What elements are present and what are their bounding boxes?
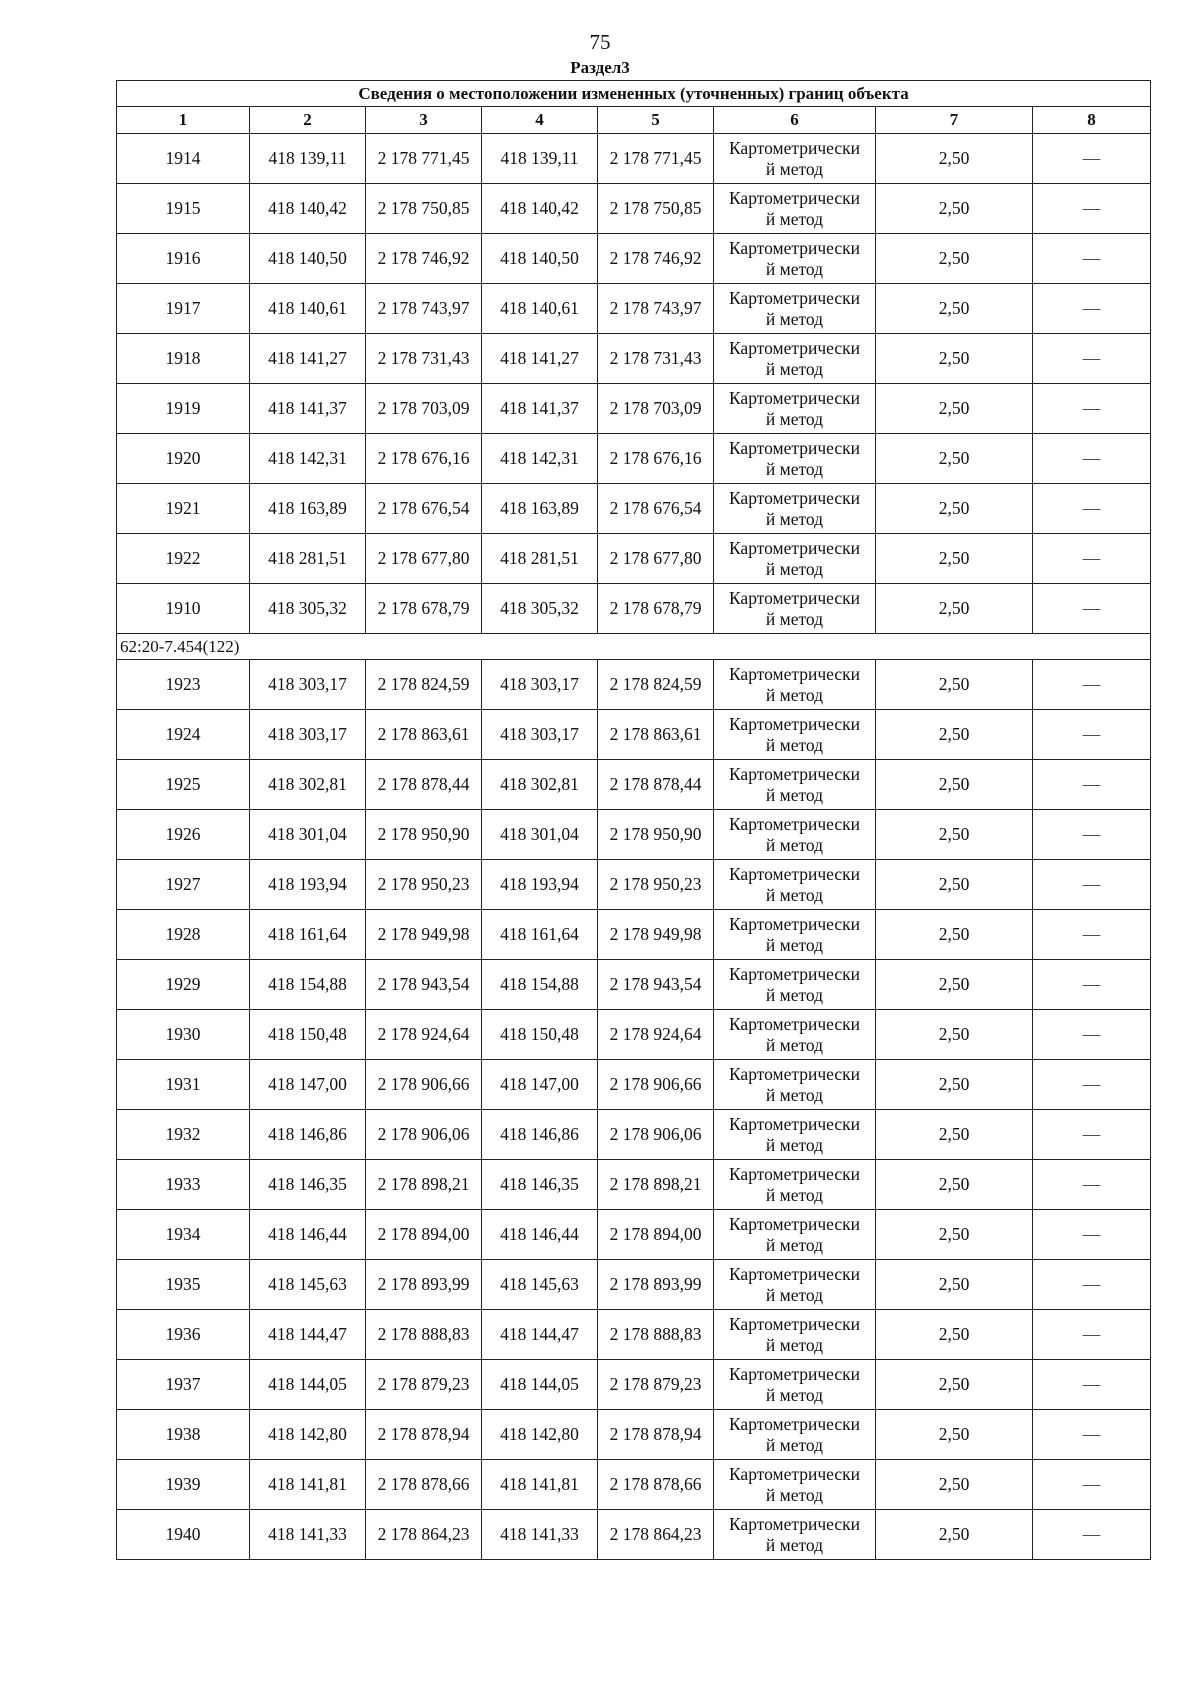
cell-point-number: 1933 [117,1160,250,1210]
table-row [117,1010,1151,1060]
cell-x-new: 418 302,81 [482,760,598,810]
cell-method: Картометрически й метод [714,284,876,334]
cell-y-existing: 2 178 678,79 [366,584,482,634]
cell-y-existing: 2 178 731,43 [366,334,482,384]
cell-y-existing: 2 178 771,45 [366,134,482,184]
cell-x-existing: 418 140,50 [250,234,366,284]
table-body [117,134,1151,1560]
cell-y-existing: 2 178 750,85 [366,184,482,234]
cell-y-new: 2 178 906,06 [598,1110,714,1160]
cell-method: Картометрически й метод [714,910,876,960]
cell-method: Картометрически й метод [714,1110,876,1160]
cell-point-number: 1914 [117,134,250,184]
cell-description: — [1033,760,1151,810]
cell-method: Картометрически й метод [714,810,876,860]
cell-x-existing: 418 142,31 [250,434,366,484]
section-label: Раздел3 [570,58,630,77]
cell-y-existing: 2 178 893,99 [366,1260,482,1310]
cell-point-number: 1936 [117,1310,250,1360]
table-row [117,1160,1151,1210]
cell-x-new: 418 140,61 [482,284,598,334]
cell-accuracy: 2,50 [876,1110,1033,1160]
cell-x-new: 418 141,33 [482,1510,598,1560]
cell-description: — [1033,1360,1151,1410]
cell-y-new: 2 178 703,09 [598,384,714,434]
cell-x-new: 418 303,17 [482,710,598,760]
table-row [117,134,1151,184]
cell-accuracy: 2,50 [876,584,1033,634]
cell-x-new: 418 142,31 [482,434,598,484]
cell-method: Картометрически й метод [714,534,876,584]
cell-x-existing: 418 140,61 [250,284,366,334]
cell-x-new: 418 303,17 [482,660,598,710]
table-row [117,660,1151,710]
table-row [117,434,1151,484]
table-row [117,234,1151,284]
cell-x-existing: 418 142,80 [250,1410,366,1460]
cell-accuracy: 2,50 [876,334,1033,384]
cell-method: Картометрически й метод [714,1160,876,1210]
cell-y-existing: 2 178 906,06 [366,1110,482,1160]
cell-x-new: 418 146,86 [482,1110,598,1160]
table-row [117,710,1151,760]
cell-y-new: 2 178 863,61 [598,710,714,760]
table-row [117,1210,1151,1260]
cell-description: — [1033,434,1151,484]
cell-x-new: 418 281,51 [482,534,598,584]
table-row [117,1110,1151,1160]
cell-description: — [1033,1260,1151,1310]
cell-y-new: 2 178 949,98 [598,910,714,960]
cell-x-existing: 418 305,32 [250,584,366,634]
cell-description: — [1033,134,1151,184]
cell-accuracy: 2,50 [876,710,1033,760]
column-number: 3 [366,107,482,134]
cell-x-new: 418 150,48 [482,1010,598,1060]
cell-description: — [1033,1310,1151,1360]
cell-y-existing: 2 178 949,98 [366,910,482,960]
cell-x-existing: 418 154,88 [250,960,366,1010]
cell-accuracy: 2,50 [876,1060,1033,1110]
cell-x-existing: 418 303,17 [250,710,366,760]
cell-method: Картометрически й метод [714,584,876,634]
cell-method: Картометрически й метод [714,334,876,384]
cell-x-new: 418 144,05 [482,1360,598,1410]
cell-description: — [1033,660,1151,710]
table-row [117,1360,1151,1410]
cell-x-new: 418 163,89 [482,484,598,534]
cell-description: — [1033,384,1151,434]
cell-accuracy: 2,50 [876,234,1033,284]
cell-y-new: 2 178 678,79 [598,584,714,634]
cell-accuracy: 2,50 [876,960,1033,1010]
cell-y-existing: 2 178 906,66 [366,1060,482,1110]
cell-point-number: 1920 [117,434,250,484]
column-number: 8 [1033,107,1151,134]
group-label: 62:20-7.454(122) [117,634,1151,660]
cell-accuracy: 2,50 [876,1160,1033,1210]
cell-y-existing: 2 178 743,97 [366,284,482,334]
cell-y-new: 2 178 898,21 [598,1160,714,1210]
cell-y-new: 2 178 878,66 [598,1460,714,1510]
cell-point-number: 1921 [117,484,250,534]
cell-point-number: 1918 [117,334,250,384]
cell-y-existing: 2 178 878,94 [366,1410,482,1460]
cell-x-existing: 418 139,11 [250,134,366,184]
cell-description: — [1033,534,1151,584]
cell-x-existing: 418 193,94 [250,860,366,910]
cell-description: — [1033,1510,1151,1560]
boundary-coordinates-table [116,80,1151,1560]
cell-y-new: 2 178 677,80 [598,534,714,584]
cell-point-number: 1917 [117,284,250,334]
cell-y-existing: 2 178 879,23 [366,1360,482,1410]
cell-point-number: 1934 [117,1210,250,1260]
cell-y-existing: 2 178 943,54 [366,960,482,1010]
cell-method: Картометрически й метод [714,1360,876,1410]
cell-description: — [1033,584,1151,634]
cell-x-existing: 418 141,37 [250,384,366,434]
cell-y-new: 2 178 731,43 [598,334,714,384]
column-number: 4 [482,107,598,134]
cell-accuracy: 2,50 [876,810,1033,860]
cell-method: Картометрически й метод [714,1210,876,1260]
cell-y-existing: 2 178 746,92 [366,234,482,284]
cell-x-new: 418 140,42 [482,184,598,234]
cell-method: Картометрически й метод [714,1010,876,1060]
cell-accuracy: 2,50 [876,284,1033,334]
column-number: 5 [598,107,714,134]
cell-point-number: 1927 [117,860,250,910]
cell-point-number: 1922 [117,534,250,584]
cell-method: Картометрически й метод [714,860,876,910]
cell-point-number: 1940 [117,1510,250,1560]
cell-y-new: 2 178 878,94 [598,1410,714,1460]
cell-accuracy: 2,50 [876,484,1033,534]
cell-y-new: 2 178 676,54 [598,484,714,534]
cell-y-new: 2 178 750,85 [598,184,714,234]
cell-x-existing: 418 147,00 [250,1060,366,1110]
table-row [117,1510,1151,1560]
page-number: 75 [589,30,611,54]
cell-x-new: 418 146,35 [482,1160,598,1210]
cell-point-number: 1915 [117,184,250,234]
cell-y-new: 2 178 888,83 [598,1310,714,1360]
table-title-row [117,81,1151,107]
cell-x-existing: 418 144,47 [250,1310,366,1360]
cell-y-new: 2 178 676,16 [598,434,714,484]
cell-x-new: 418 141,81 [482,1460,598,1510]
cell-method: Картометрически й метод [714,1260,876,1310]
cell-description: — [1033,1410,1151,1460]
column-number: 7 [876,107,1033,134]
table-row [117,760,1151,810]
column-number-row [117,107,1151,134]
cell-accuracy: 2,50 [876,910,1033,960]
cell-description: — [1033,284,1151,334]
cell-x-new: 418 141,37 [482,384,598,434]
cell-description: — [1033,1010,1151,1060]
cell-method: Картометрически й метод [714,234,876,284]
cell-x-existing: 418 146,86 [250,1110,366,1160]
cell-method: Картометрически й метод [714,960,876,1010]
cell-x-existing: 418 281,51 [250,534,366,584]
table-row [117,384,1151,434]
cell-y-new: 2 178 943,54 [598,960,714,1010]
cell-accuracy: 2,50 [876,1260,1033,1310]
cell-accuracy: 2,50 [876,1460,1033,1510]
cell-x-existing: 418 303,17 [250,660,366,710]
cell-point-number: 1926 [117,810,250,860]
cell-point-number: 1919 [117,384,250,434]
cell-x-existing: 418 141,27 [250,334,366,384]
cell-accuracy: 2,50 [876,1510,1033,1560]
cell-x-existing: 418 146,35 [250,1160,366,1210]
cell-method: Картометрически й метод [714,384,876,434]
table-row [117,484,1151,534]
cell-point-number: 1929 [117,960,250,1010]
cell-point-number: 1924 [117,710,250,760]
cell-x-existing: 418 145,63 [250,1260,366,1310]
column-number: 1 [117,107,250,134]
cell-x-existing: 418 150,48 [250,1010,366,1060]
cell-point-number: 1925 [117,760,250,810]
cell-x-existing: 418 141,81 [250,1460,366,1510]
table-row [117,1410,1151,1460]
cell-y-existing: 2 178 950,23 [366,860,482,910]
cell-description: — [1033,484,1151,534]
cell-x-new: 418 154,88 [482,960,598,1010]
cell-description: — [1033,334,1151,384]
table-row [117,910,1151,960]
cell-accuracy: 2,50 [876,184,1033,234]
cell-x-existing: 418 146,44 [250,1210,366,1260]
cell-y-new: 2 178 879,23 [598,1360,714,1410]
column-number: 2 [250,107,366,134]
table-row [117,334,1151,384]
cell-x-new: 418 140,50 [482,234,598,284]
cell-y-new: 2 178 906,66 [598,1060,714,1110]
table-row [117,584,1151,634]
cell-description: — [1033,1110,1151,1160]
table-row [117,810,1151,860]
cell-x-existing: 418 144,05 [250,1360,366,1410]
cell-y-new: 2 178 864,23 [598,1510,714,1560]
cell-x-existing: 418 161,64 [250,910,366,960]
table-row [117,1060,1151,1110]
cell-accuracy: 2,50 [876,660,1033,710]
cell-point-number: 1935 [117,1260,250,1310]
cell-y-existing: 2 178 864,23 [366,1510,482,1560]
cell-x-existing: 418 301,04 [250,810,366,860]
cell-description: — [1033,710,1151,760]
cell-x-new: 418 305,32 [482,584,598,634]
cell-method: Картометрически й метод [714,710,876,760]
cell-method: Картометрически й метод [714,1310,876,1360]
cell-accuracy: 2,50 [876,384,1033,434]
cell-method: Картометрически й метод [714,1410,876,1460]
cell-point-number: 1931 [117,1060,250,1110]
cell-y-existing: 2 178 894,00 [366,1210,482,1260]
cell-y-existing: 2 178 863,61 [366,710,482,760]
cell-point-number: 1928 [117,910,250,960]
cell-description: — [1033,960,1151,1010]
cell-x-new: 418 139,11 [482,134,598,184]
table-title: Сведения о местоположении измененных (уточненных) границ объекта [117,81,1151,107]
cell-point-number: 1916 [117,234,250,284]
cell-y-existing: 2 178 824,59 [366,660,482,710]
cell-y-existing: 2 178 676,16 [366,434,482,484]
cell-method: Картометрически й метод [714,1060,876,1110]
cell-y-existing: 2 178 878,44 [366,760,482,810]
cell-x-new: 418 146,44 [482,1210,598,1260]
cell-y-existing: 2 178 924,64 [366,1010,482,1060]
cell-y-existing: 2 178 676,54 [366,484,482,534]
cell-accuracy: 2,50 [876,1360,1033,1410]
cell-method: Картометрически й метод [714,1460,876,1510]
cell-accuracy: 2,50 [876,1410,1033,1460]
cell-x-new: 418 161,64 [482,910,598,960]
cell-y-existing: 2 178 898,21 [366,1160,482,1210]
cell-point-number: 1938 [117,1410,250,1460]
cell-x-new: 418 141,27 [482,334,598,384]
cell-accuracy: 2,50 [876,860,1033,910]
cell-y-new: 2 178 950,90 [598,810,714,860]
cell-y-existing: 2 178 677,80 [366,534,482,584]
cell-x-new: 418 145,63 [482,1260,598,1310]
cell-description: — [1033,1210,1151,1260]
cell-y-existing: 2 178 950,90 [366,810,482,860]
cell-accuracy: 2,50 [876,534,1033,584]
cell-description: — [1033,810,1151,860]
cell-point-number: 1937 [117,1360,250,1410]
cell-description: — [1033,1060,1151,1110]
cell-method: Картометрически й метод [714,184,876,234]
cell-y-new: 2 178 894,00 [598,1210,714,1260]
group-header-row [117,634,1151,660]
cell-y-new: 2 178 893,99 [598,1260,714,1310]
cell-y-new: 2 178 771,45 [598,134,714,184]
table-row [117,960,1151,1010]
cell-y-existing: 2 178 878,66 [366,1460,482,1510]
cell-method: Картометрически й метод [714,134,876,184]
cell-method: Картометрически й метод [714,660,876,710]
cell-accuracy: 2,50 [876,134,1033,184]
cell-point-number: 1930 [117,1010,250,1060]
cell-x-new: 418 144,47 [482,1310,598,1360]
cell-accuracy: 2,50 [876,1210,1033,1260]
cell-y-new: 2 178 746,92 [598,234,714,284]
cell-description: — [1033,860,1151,910]
table-row [117,860,1151,910]
cell-point-number: 1939 [117,1460,250,1510]
cell-accuracy: 2,50 [876,1310,1033,1360]
cell-y-existing: 2 178 888,83 [366,1310,482,1360]
cell-x-new: 418 142,80 [482,1410,598,1460]
cell-y-new: 2 178 924,64 [598,1010,714,1060]
cell-method: Картометрически й метод [714,760,876,810]
cell-method: Картометрически й метод [714,434,876,484]
cell-y-new: 2 178 950,23 [598,860,714,910]
table-row [117,1460,1151,1510]
cell-x-new: 418 193,94 [482,860,598,910]
cell-y-new: 2 178 824,59 [598,660,714,710]
cell-accuracy: 2,50 [876,760,1033,810]
cell-description: — [1033,1460,1151,1510]
cell-x-new: 418 301,04 [482,810,598,860]
cell-y-new: 2 178 743,97 [598,284,714,334]
table-row [117,534,1151,584]
cell-x-new: 418 147,00 [482,1060,598,1110]
cell-y-new: 2 178 878,44 [598,760,714,810]
cell-description: — [1033,234,1151,284]
cell-method: Картометрически й метод [714,1510,876,1560]
cell-accuracy: 2,50 [876,1010,1033,1060]
cell-x-existing: 418 163,89 [250,484,366,534]
cell-x-existing: 418 140,42 [250,184,366,234]
cell-point-number: 1910 [117,584,250,634]
cell-x-existing: 418 141,33 [250,1510,366,1560]
column-number: 6 [714,107,876,134]
cell-y-existing: 2 178 703,09 [366,384,482,434]
cell-description: — [1033,910,1151,960]
cell-accuracy: 2,50 [876,434,1033,484]
cell-description: — [1033,184,1151,234]
cell-description: — [1033,1160,1151,1210]
cell-x-existing: 418 302,81 [250,760,366,810]
table-row [117,284,1151,334]
table-row [117,1310,1151,1360]
cell-point-number: 1932 [117,1110,250,1160]
cell-method: Картометрически й метод [714,484,876,534]
table-row [117,1260,1151,1310]
table-row [117,184,1151,234]
cell-point-number: 1923 [117,660,250,710]
